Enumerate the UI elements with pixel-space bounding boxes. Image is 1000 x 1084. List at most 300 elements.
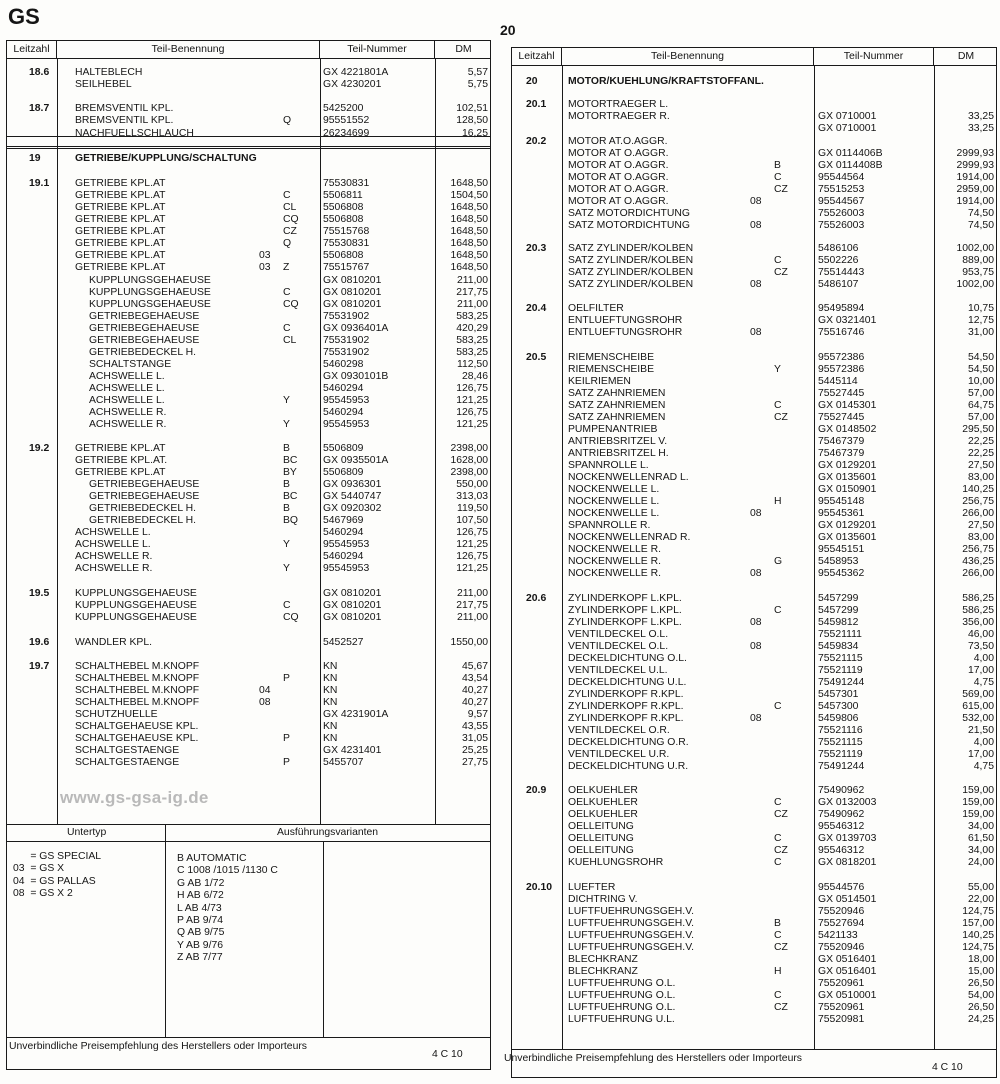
table-row: [512, 629, 996, 641]
table-row: [7, 757, 490, 769]
part-name-cell: ZYLINDERKOPF R.KPL.: [568, 701, 684, 712]
table-row: [7, 79, 490, 91]
price-cell: 83,00: [967, 532, 994, 543]
part-number-cell: 75527445: [818, 388, 865, 399]
part-name-cell: GETRIEBE KPL.AT: [75, 262, 166, 273]
table-row: [512, 857, 996, 869]
table-row: [512, 388, 996, 400]
price-cell: 10,00: [967, 376, 994, 387]
price-cell: 583,25: [456, 311, 488, 322]
subtype-cell: 03: [259, 262, 271, 273]
table-row: [512, 208, 996, 220]
legend-untertyp-title: Untertyp: [67, 827, 107, 838]
price-cell: 22,00: [967, 894, 994, 905]
price-cell: 5,57: [467, 67, 488, 78]
part-number-cell: GX 0710001: [818, 123, 877, 134]
price-cell: 436,25: [962, 556, 994, 567]
price-cell: 1648,50: [450, 262, 488, 273]
part-name-cell: MOTOR AT O.AGGR.: [568, 172, 669, 183]
variant-cell: H: [774, 496, 782, 507]
price-cell: 126,75: [456, 527, 488, 538]
part-name-cell: SATZ ZAHNRIEMEN: [568, 388, 666, 399]
part-number-cell: 95545151: [818, 544, 865, 555]
price-cell: 550,00: [456, 479, 488, 490]
subtype-cell: 08: [750, 279, 762, 290]
table-row: [512, 267, 996, 279]
price-cell: 1504,50: [450, 190, 488, 201]
part-name-cell: LUFTFUEHRUNGSGEH.V.: [568, 906, 695, 917]
table-row: [7, 275, 490, 287]
leitzahl-cell: 20.10: [526, 882, 553, 893]
leitzahl-cell: 18.6: [29, 67, 50, 78]
part-number-cell: 5452527: [323, 637, 364, 648]
price-cell: 126,75: [456, 407, 488, 418]
table-row: [512, 496, 996, 508]
part-number-cell: 95546312: [818, 845, 865, 856]
part-name-cell: SEILHEBEL: [75, 79, 132, 90]
table-row: [512, 220, 996, 232]
variant-cell: C: [774, 990, 782, 1001]
table-row: [512, 148, 996, 160]
part-number-cell: GX 0810201: [323, 275, 382, 286]
part-name-cell: GETRIEBEGEHAEUSE: [89, 323, 200, 334]
table-row: [7, 697, 490, 709]
table-row: [7, 600, 490, 612]
variant-cell: CZ: [774, 184, 788, 195]
part-number-cell: 5506808: [323, 250, 364, 261]
part-name-cell: PUMPENANTRIEB: [568, 424, 658, 435]
table-row: [7, 178, 490, 190]
header-divider: [7, 58, 490, 59]
part-name-cell: SATZ MOTORDICHTUNG: [568, 208, 690, 219]
part-name-cell: GETRIEBE KPL.AT: [75, 226, 166, 237]
table-row: [512, 894, 996, 906]
variant-cell: Y: [283, 539, 290, 550]
leitzahl-cell: 19.1: [29, 178, 50, 189]
part-number-cell: KN: [323, 697, 338, 708]
price-cell: 27,75: [461, 757, 488, 768]
subtype-cell: 04: [259, 685, 271, 696]
col-leitzahl: Leitzahl: [512, 48, 562, 65]
part-number-cell: 5460294: [323, 551, 364, 562]
col-leitzahl: Leitzahl: [7, 41, 57, 58]
subtype-cell: 08: [259, 697, 271, 708]
table-row: [7, 238, 490, 250]
part-number-cell: 95544576: [818, 882, 865, 893]
price-cell: 1648,50: [450, 178, 488, 189]
part-name-cell: GETRIEBEDECKEL H.: [89, 347, 197, 358]
variant-cell: CZ: [774, 845, 788, 856]
subtype-cell: 08: [750, 196, 762, 207]
table-row: [512, 954, 996, 966]
price-cell: 18,00: [967, 954, 994, 965]
part-number-cell: GX 0145301: [818, 400, 877, 411]
price-cell: 43,55: [461, 721, 488, 732]
price-cell: 1648,50: [450, 202, 488, 213]
part-name-cell: VENTILDECKEL O.L.: [568, 641, 669, 652]
part-name-cell: KUPPLUNGSGEHAEUSE: [89, 299, 211, 310]
part-name-cell: DECKELDICHTUNG U.R.: [568, 761, 689, 772]
price-cell: 27,50: [967, 460, 994, 471]
part-name-cell: MOTOR AT O.AGGR.: [568, 148, 669, 159]
part-number-cell: 95545953: [323, 539, 370, 550]
subtype-cell: 08: [750, 617, 762, 628]
table-row: [512, 677, 996, 689]
part-number-cell: GX 0810201: [323, 299, 382, 310]
part-name-cell: SATZ ZYLINDER/KOLBEN: [568, 243, 694, 254]
price-cell: 4,75: [973, 761, 994, 772]
price-cell: 33,25: [967, 111, 994, 122]
part-name-cell: ANTRIEBSRITZEL V.: [568, 436, 668, 447]
part-number-cell: KN: [323, 721, 338, 732]
table-row: [512, 315, 996, 327]
part-number-cell: GX 0710001: [818, 111, 877, 122]
part-name-cell: ACHSWELLE R.: [75, 563, 153, 574]
price-cell: 159,00: [962, 785, 994, 796]
part-number-cell: GX 4230201: [323, 79, 382, 90]
price-cell: 54,00: [967, 990, 994, 1001]
part-name-cell: MOTOR AT O.AGGR.: [568, 160, 669, 171]
table-row: [7, 419, 490, 431]
variant-cell: CZ: [774, 267, 788, 278]
part-name-cell: GETRIEBE KPL.AT: [75, 214, 166, 225]
table-row: [512, 556, 996, 568]
variant-cell: G: [774, 556, 783, 567]
part-number-cell: 5425200: [323, 103, 364, 114]
left-parts-table: [6, 40, 491, 1070]
subtype-cell: 08: [750, 713, 762, 724]
price-cell: 34,00: [967, 821, 994, 832]
part-number-cell: 75515767: [323, 262, 370, 273]
part-name-cell: KUPPLUNGSGEHAEUSE: [75, 588, 197, 599]
price-cell: 1002,00: [956, 279, 994, 290]
price-cell: 21,50: [967, 725, 994, 736]
table-row: [512, 460, 996, 472]
variant-cell: CL: [283, 335, 297, 346]
price-cell: 33,25: [967, 123, 994, 134]
variant-cell: Y: [283, 395, 290, 406]
table-row: [512, 593, 996, 605]
part-name-cell: OELFILTER: [568, 303, 624, 314]
price-cell: 10,75: [967, 303, 994, 314]
price-cell: 586,25: [962, 605, 994, 616]
part-number-cell: 5460294: [323, 407, 364, 418]
section-divider: [7, 146, 490, 149]
price-cell: 121,25: [456, 395, 488, 406]
price-cell: 126,75: [456, 551, 488, 562]
table-row: [7, 226, 490, 238]
table-row: [512, 448, 996, 460]
part-number-cell: 75490962: [818, 809, 865, 820]
part-number-cell: 75527694: [818, 918, 865, 929]
part-name-cell: KUPPLUNGSGEHAEUSE: [75, 612, 197, 623]
price-cell: 121,25: [456, 563, 488, 574]
price-cell: 953,75: [962, 267, 994, 278]
part-number-cell: GX 0810201: [323, 588, 382, 599]
part-name-cell: ZYLINDERKOPF R.KPL.: [568, 689, 684, 700]
table-row: [512, 136, 996, 148]
variant-cell: CQ: [283, 214, 299, 225]
part-number-cell: GX 0810201: [323, 600, 382, 611]
price-cell: 9,57: [467, 709, 488, 720]
part-name-cell: ACHSWELLE R.: [75, 551, 153, 562]
part-name-cell: SPANNROLLE R.: [568, 520, 651, 531]
part-name-cell: MOTORTRAEGER R.: [568, 111, 670, 122]
part-name-cell: VENTILDECKEL O.L.: [568, 629, 669, 640]
table-row: [7, 335, 490, 347]
part-number-cell: 5506809: [323, 443, 364, 454]
part-number-cell: 5506808: [323, 214, 364, 225]
price-cell: 12,75: [967, 315, 994, 326]
price-cell: 112,50: [456, 359, 488, 370]
table-row: [512, 508, 996, 520]
table-row: [512, 303, 996, 315]
part-number-cell: 75520961: [818, 978, 865, 989]
part-name-cell: KUPPLUNGSGEHAEUSE: [89, 287, 211, 298]
table-row: [512, 821, 996, 833]
part-number-cell: GX 5440747: [323, 491, 382, 502]
variant-cell: P: [283, 757, 290, 768]
part-name-cell: MOTOR/KUEHLUNG/KRAFTSTOFFANL.: [568, 76, 764, 87]
leitzahl-cell: 19.2: [29, 443, 50, 454]
table-row: [512, 184, 996, 196]
col-dm: DM: [455, 43, 472, 55]
table-row: [7, 588, 490, 600]
table-row: [512, 605, 996, 617]
price-cell: 40,27: [461, 685, 488, 696]
part-number-cell: GX 0935501A: [323, 455, 389, 466]
variant-cell: B: [774, 160, 781, 171]
footer-divider: [512, 1049, 996, 1050]
part-number-cell: 5445114: [818, 376, 858, 387]
part-name-cell: NOCKENWELLENRAD L.: [568, 472, 689, 483]
price-cell: 107,50: [456, 515, 488, 526]
part-number-cell: 75521115: [818, 653, 863, 664]
part-number-cell: 75515768: [323, 226, 370, 237]
part-number-cell: 5486107: [818, 279, 859, 290]
col-dm: DM: [957, 50, 975, 62]
subtype-cell: 08: [750, 327, 762, 338]
part-name-cell: NOCKENWELLE L.: [568, 496, 660, 507]
variant-cell: C: [774, 797, 782, 808]
part-number-cell: 75530831: [323, 238, 370, 249]
part-number-cell: 5459812: [818, 617, 859, 628]
part-number-cell: 75516746: [818, 327, 865, 338]
table-row: [512, 172, 996, 184]
part-number-cell: 95572386: [818, 352, 865, 363]
watermark: www.gs-gsa-ig.de: [60, 788, 209, 807]
leitzahl-cell: 20.3: [526, 243, 547, 254]
part-number-cell: 75531902: [323, 335, 370, 346]
table-row: [7, 395, 490, 407]
right-parts-table: [504, 47, 997, 1078]
price-cell: 45,67: [461, 661, 488, 672]
footer-divider: [7, 1037, 490, 1038]
part-number-cell: 75527445: [818, 412, 865, 423]
price-cell: 266,00: [962, 568, 994, 579]
leitzahl-cell: 20.6: [526, 593, 547, 604]
part-name-cell: GETRIEBE KPL.AT: [75, 250, 166, 261]
table-row: [7, 539, 490, 551]
footer-code: 4 C 10: [932, 1062, 963, 1073]
table-row: [7, 563, 490, 575]
part-name-cell: OELLEITUNG: [568, 833, 634, 844]
table-row: [512, 376, 996, 388]
price-cell: 22,25: [967, 448, 994, 459]
variant-cell: C: [283, 323, 291, 334]
part-number-cell: GX 0150901: [818, 484, 877, 495]
variant-cell: B: [283, 479, 290, 490]
part-name-cell: LUFTFUEHRUNG U.L.: [568, 1014, 675, 1025]
part-name-cell: SATZ ZAHNRIEMEN: [568, 412, 666, 423]
table-row: [7, 383, 490, 395]
table-row: [7, 673, 490, 685]
price-cell: 217,75: [456, 287, 488, 298]
part-number-cell: 5460298: [323, 359, 364, 370]
legend-header-divider: [7, 841, 490, 842]
part-number-cell: 75467379: [818, 436, 865, 447]
part-name-cell: GETRIEBEGEHAEUSE: [89, 479, 200, 490]
part-number-cell: 75531902: [323, 311, 370, 322]
table-row: [512, 617, 996, 629]
part-number-cell: 95545953: [323, 563, 370, 574]
table-row: [512, 653, 996, 665]
table-row: [512, 484, 996, 496]
price-cell: 4,00: [973, 653, 994, 664]
part-number-cell: 75520946: [818, 942, 865, 953]
variant-cell: BY: [283, 467, 297, 478]
part-number-cell: GX 0135601: [818, 472, 877, 483]
table-row: [7, 311, 490, 323]
price-cell: 64,75: [967, 400, 994, 411]
part-name-cell: MOTORTRAEGER L.: [568, 99, 669, 110]
leitzahl-cell: 20.4: [526, 303, 547, 314]
part-name-cell: GETRIEBE KPL.AT.: [75, 455, 168, 466]
table-row: [512, 785, 996, 797]
part-number-cell: GX 4221801A: [323, 67, 389, 78]
price-cell: 2999,93: [956, 148, 994, 159]
table-row: [7, 637, 490, 649]
table-row: [512, 99, 996, 111]
part-name-cell: RIEMENSCHEIBE: [568, 352, 655, 363]
variant-cell: CZ: [774, 809, 788, 820]
price-cell: 1914,00: [956, 196, 994, 207]
part-number-cell: 75531902: [323, 347, 370, 358]
variant-cell: Z: [283, 262, 290, 273]
part-name-cell: ACHSWELLE R.: [89, 407, 167, 418]
table-row: [7, 287, 490, 299]
variant-cell: C: [283, 287, 291, 298]
part-name-cell: BREMSVENTIL KPL.: [75, 103, 174, 114]
leitzahl-cell: 18.7: [29, 103, 50, 114]
legend-divider: [7, 824, 490, 825]
price-cell: 25,25: [461, 745, 488, 756]
price-cell: 61,50: [967, 833, 994, 844]
part-number-cell: 75520961: [818, 1002, 865, 1013]
price-cell: 159,00: [962, 797, 994, 808]
price-cell: 15,00: [967, 966, 994, 977]
part-name-cell: ENTLUEFTUNGSROHR: [568, 327, 683, 338]
table-row: [7, 443, 490, 455]
table-row: [512, 424, 996, 436]
price-cell: 313,03: [456, 491, 488, 502]
table-row: [512, 918, 996, 930]
table-row: [512, 845, 996, 857]
part-name-cell: LUFTFUEHRUNG O.L.: [568, 978, 676, 989]
price-cell: 4,75: [973, 677, 994, 688]
part-number-cell: GX 4231901A: [323, 709, 389, 720]
part-number-cell: 75467379: [818, 448, 865, 459]
part-name-cell: SCHALTGESTAENGE: [75, 745, 180, 756]
part-name-cell: SCHALTGEHAEUSE KPL.: [75, 733, 199, 744]
part-name-cell: ENTLUEFTUNGSROHR: [568, 315, 683, 326]
price-cell: 74,50: [967, 220, 994, 231]
variant-cell: C: [774, 172, 782, 183]
part-name-cell: NOCKENWELLE R.: [568, 556, 661, 567]
part-number-cell: 95545362: [818, 568, 865, 579]
part-number-cell: 75530831: [323, 178, 370, 189]
leitzahl-cell: 20: [526, 76, 538, 87]
part-number-cell: GX 0810201: [323, 612, 382, 623]
part-number-cell: GX 0514501: [818, 894, 877, 905]
table-row: [512, 123, 996, 135]
part-name-cell: SCHUTZHUELLE: [75, 709, 158, 720]
part-number-cell: 5458953: [818, 556, 859, 567]
part-name-cell: MOTOR AT.O.AGGR.: [568, 136, 668, 147]
table-row: [7, 527, 490, 539]
table-row: [512, 930, 996, 942]
part-name-cell: DECKELDICHTUNG O.R.: [568, 737, 689, 748]
footer-note: Unverbindliche Preisempfehlung des Herstellers oder Importeurs: [9, 1041, 308, 1052]
part-name-cell: NOCKENWELLE L.: [568, 484, 660, 495]
price-cell: 266,00: [962, 508, 994, 519]
part-number-cell: GX 0818201: [818, 857, 877, 868]
table-row: [7, 128, 490, 140]
price-cell: 73,50: [967, 641, 994, 652]
price-cell: 211,00: [456, 588, 488, 599]
table-row: [7, 455, 490, 467]
col-teil-nummer: Teil-Nummer: [814, 48, 934, 65]
legend-column-divider: [323, 841, 324, 1037]
price-cell: 74,50: [967, 208, 994, 219]
part-name-cell: ZYLINDERKOPF L.KPL.: [568, 593, 682, 604]
price-cell: 119,50: [456, 503, 488, 514]
price-cell: 889,00: [962, 255, 994, 266]
price-cell: 128,50: [456, 115, 488, 126]
col-teil-nummer: Teil-Nummer: [320, 41, 435, 58]
variant-cell: CZ: [774, 412, 788, 423]
part-number-cell: GX 0516401: [818, 966, 877, 977]
price-cell: 420,29: [456, 323, 488, 334]
part-number-cell: 95545953: [323, 395, 370, 406]
table-row: [512, 532, 996, 544]
leitzahl-cell: 20.2: [526, 136, 547, 147]
part-number-cell: GX 0936401A: [323, 323, 389, 334]
part-name-cell: GETRIEBEGEHAEUSE: [89, 335, 200, 346]
price-cell: 27,50: [967, 520, 994, 531]
price-cell: 217,75: [456, 600, 488, 611]
part-name-cell: DECKELDICHTUNG U.L.: [568, 677, 687, 688]
part-name-cell: BLECHKRANZ: [568, 954, 638, 965]
variant-cell: BC: [283, 455, 298, 466]
table-row: [7, 115, 490, 127]
part-name-cell: LUFTFUEHRUNG O.L.: [568, 1002, 676, 1013]
variant-cell: CL: [283, 202, 297, 213]
part-number-cell: GX 0139703: [818, 833, 877, 844]
price-cell: 17,00: [967, 665, 994, 676]
part-number-cell: 5506808: [323, 202, 364, 213]
part-number-cell: 5457299: [818, 593, 859, 604]
